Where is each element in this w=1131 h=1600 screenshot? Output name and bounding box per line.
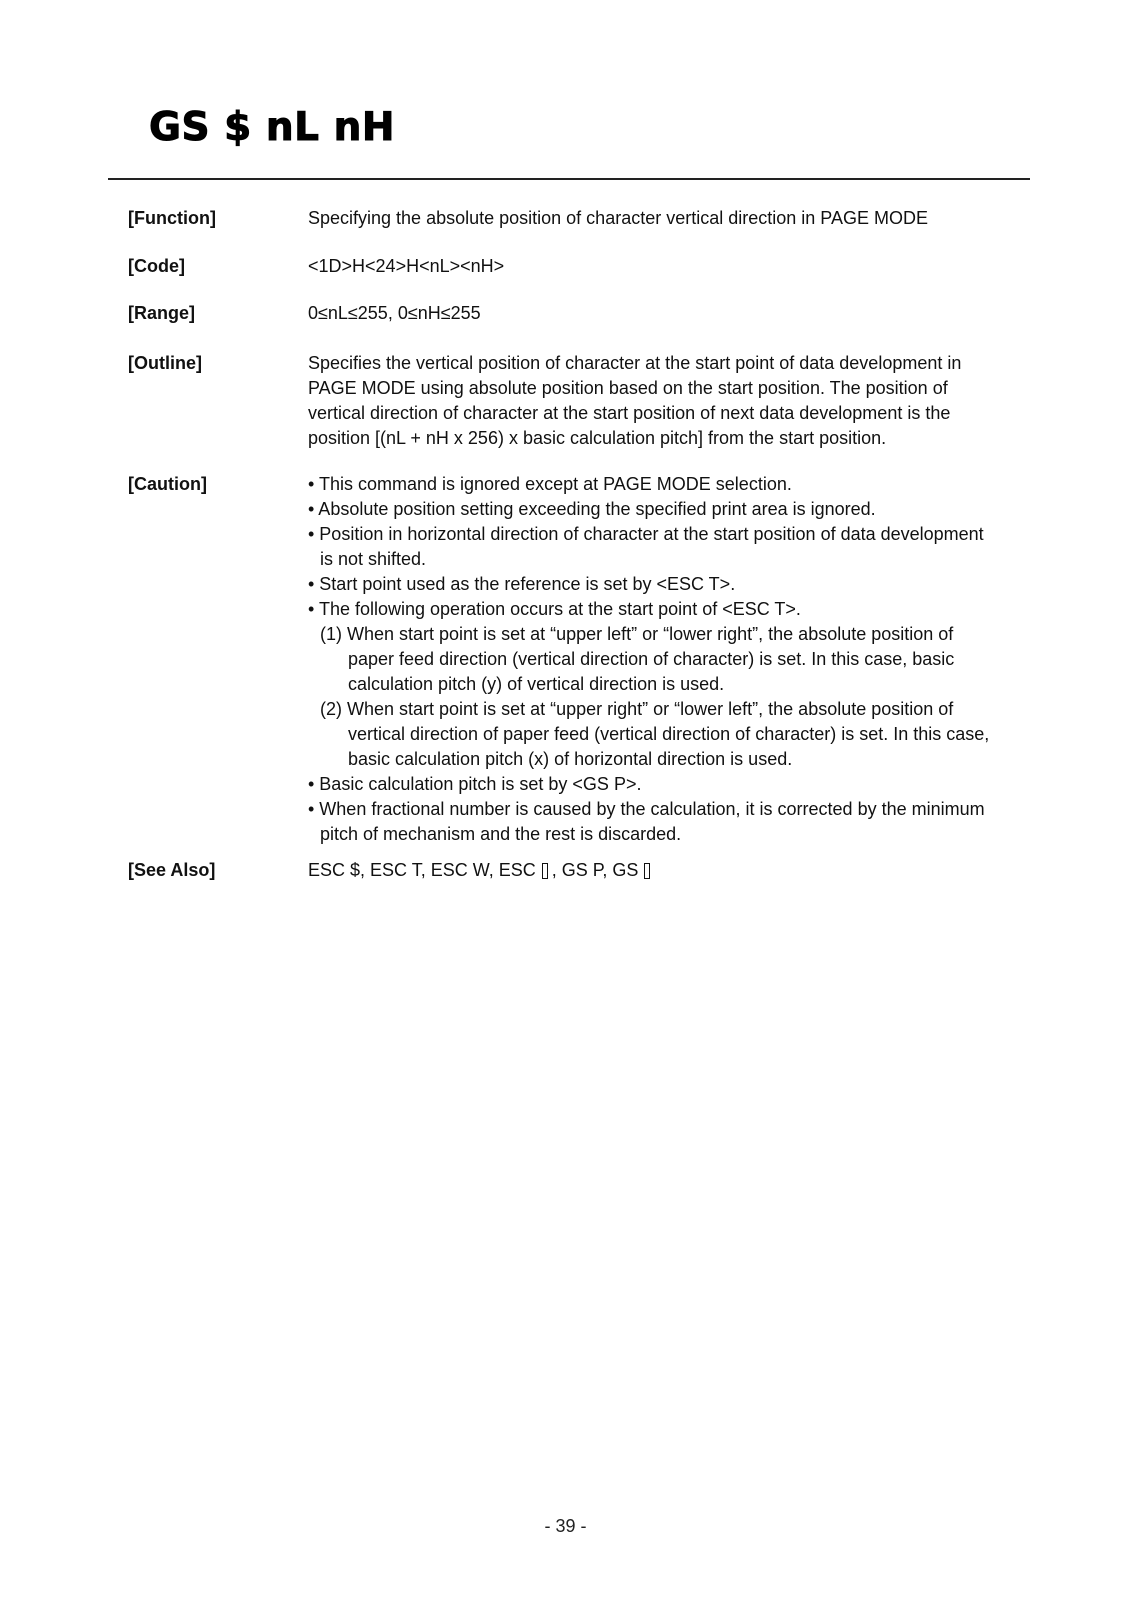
caution-bullet: • Basic calculation pitch is set by <GS P>. xyxy=(308,774,642,794)
caution-label: [Caution] xyxy=(128,474,207,494)
see-also-text xyxy=(308,858,1033,883)
caution-body xyxy=(308,472,1033,847)
caution-bullet: • Absolute position setting exceeding the specified print area is ignored. xyxy=(308,499,876,519)
missing-glyph-icon xyxy=(542,863,548,879)
caution-sub-item-continuation: vertical direction of paper feed (vertical direction of character) is set. In this case, xyxy=(348,724,990,744)
missing-glyph-icon xyxy=(644,863,650,879)
page-title: GS $ nL nH xyxy=(149,105,395,150)
outline-line: position [(nL + nH x 256) x basic calculation pitch] from the start position. xyxy=(308,428,887,448)
see-also-body xyxy=(308,858,1033,883)
outline-line: vertical direction of character at the start position of next data development is the xyxy=(308,403,951,423)
code-body xyxy=(308,254,1033,279)
see-also-text-part-b: , GS P, GS xyxy=(551,860,639,880)
range-body xyxy=(308,301,1033,326)
caution-sub-item-continuation: basic calculation pitch (x) of horizontal direction is used. xyxy=(348,749,793,769)
caution-bullet: • Position in horizontal direction of character at the start position of data development xyxy=(308,524,984,544)
outline-body xyxy=(308,351,1033,451)
caution-sub-item-continuation: calculation pitch (y) of vertical direction is used. xyxy=(348,674,725,694)
outline-label: [Outline] xyxy=(128,353,202,373)
code-label: [Code] xyxy=(128,256,185,276)
function-body xyxy=(308,206,1033,231)
caution-sub-item: (1) When start point is set at “upper left” or “lower right”, the absolute position of xyxy=(320,624,954,644)
caution-sub-item-continuation: paper feed direction (vertical direction of character) is set. In this case, basic xyxy=(348,649,955,669)
caution-bullet: • When fractional number is caused by the calculation, it is corrected by the minimum xyxy=(308,799,985,819)
function-label: [Function] xyxy=(128,208,216,228)
caution-sub-item: (2) When start point is set at “upper right” or “lower left”, the absolute position of xyxy=(320,699,954,719)
see-also-label: [See Also] xyxy=(128,860,216,880)
range-label: [Range] xyxy=(128,303,195,323)
code-text: <1D>H<24>H<nL><nH> xyxy=(308,256,505,276)
title-rule xyxy=(108,178,1030,180)
page-number: - 39 - xyxy=(544,1516,587,1536)
function-text: Specifying the absolute position of character vertical direction in PAGE MODE xyxy=(308,208,928,228)
caution-bullet: • The following operation occurs at the start point of <ESC T>. xyxy=(308,599,801,619)
outline-line: PAGE MODE using absolute position based on the start position. The position of xyxy=(308,378,948,398)
caution-bullet-continuation: pitch of mechanism and the rest is discarded. xyxy=(320,824,682,844)
range-text: 0≤nL≤255, 0≤nH≤255 xyxy=(308,303,481,323)
caution-bullet: • This command is ignored except at PAGE MODE selection. xyxy=(308,474,792,494)
caution-bullet-continuation: is not shifted. xyxy=(320,549,427,569)
see-also-text-part-a: ESC $, ESC T, ESC W, ESC xyxy=(308,860,536,880)
outline-line: Specifies the vertical position of character at the start point of data development in xyxy=(308,353,962,373)
caution-bullet: • Start point used as the reference is set by <ESC T>. xyxy=(308,574,736,594)
